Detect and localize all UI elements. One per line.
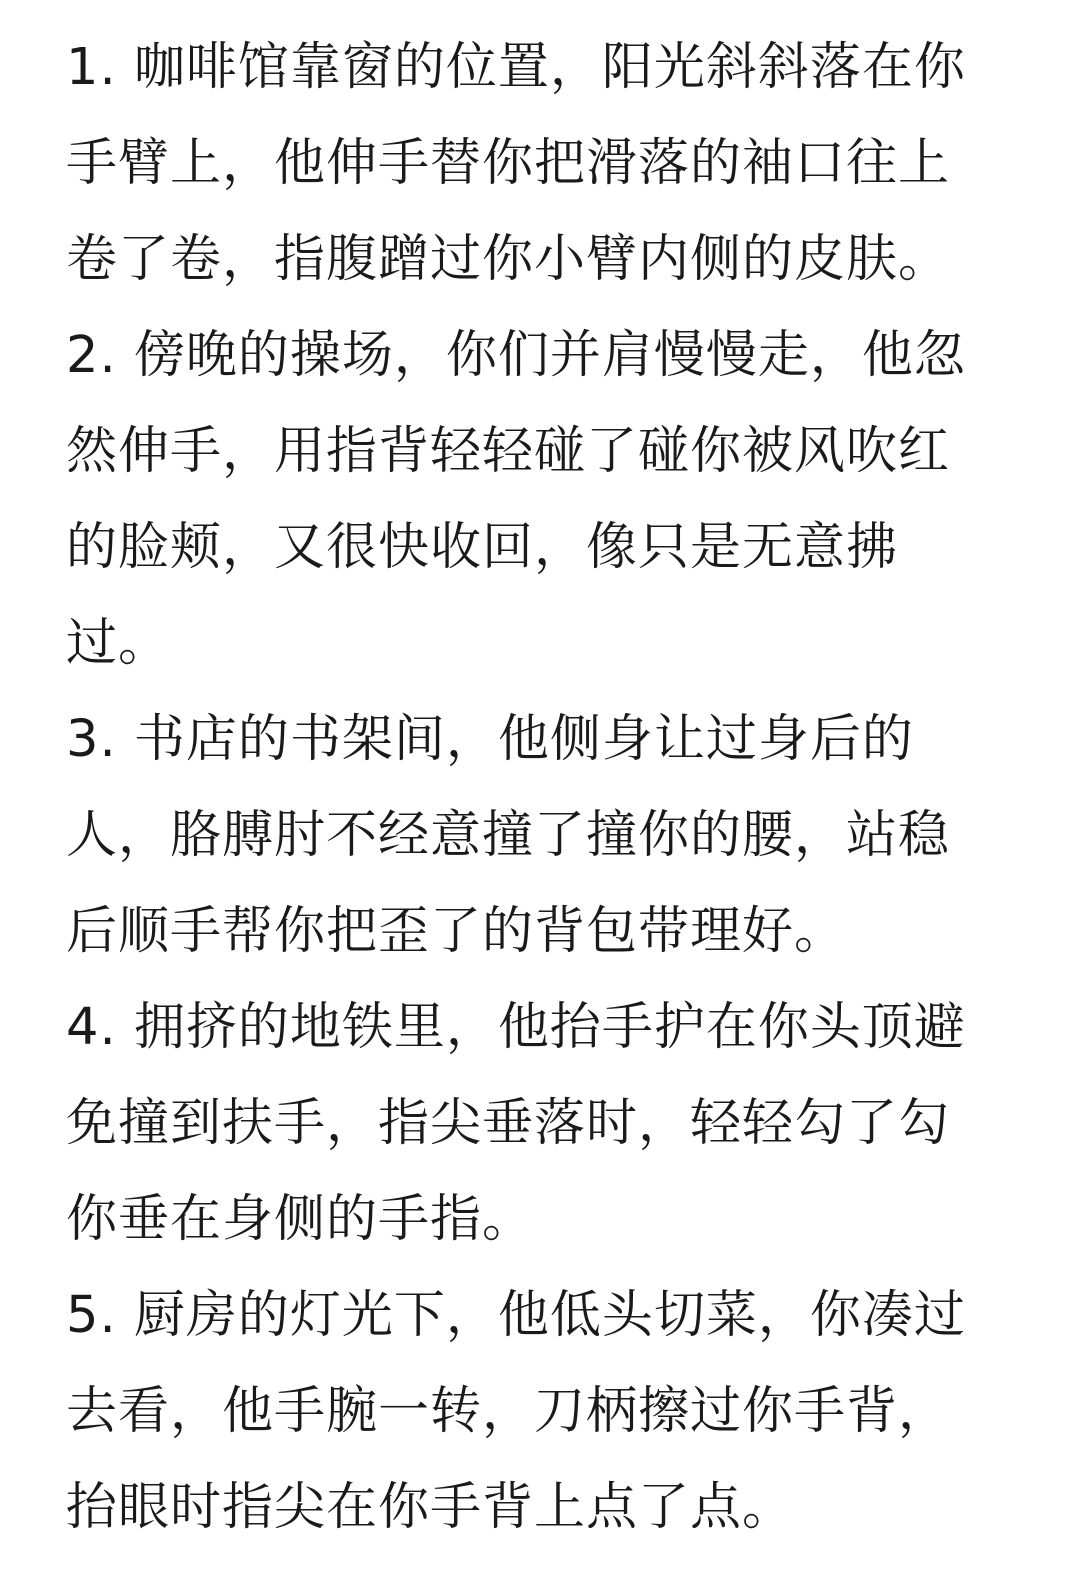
text-line: 然伸手，用指背轻轻碰了碰你被风吹红 xyxy=(66,422,951,481)
text-line: 抬眼时指尖在你手背上点了点。 xyxy=(66,1478,795,1537)
text-line: 人，胳膊肘不经意撞了撞你的腰，站稳 xyxy=(66,806,951,865)
text-line: 4. 拥挤的地铁里，他抬手护在你头顶避 xyxy=(66,998,966,1057)
text-line: 过。 xyxy=(66,614,171,673)
text-line: 卷了卷，指腹蹭过你小臂内侧的皮肤。 xyxy=(66,230,951,289)
text-line: 手臂上，他伸手替你把滑落的袖口往上 xyxy=(66,134,951,193)
text-line: 5. 厨房的灯光下，他低头切菜，你凑过 xyxy=(66,1286,966,1345)
text-line: 后顺手帮你把歪了的背包带理好。 xyxy=(66,902,847,961)
text-line: 1. 咖啡馆靠窗的位置，阳光斜斜落在你 xyxy=(66,38,966,97)
text-line: 你垂在身侧的手指。 xyxy=(66,1190,535,1249)
text-line: 2. 傍晚的操场，你们并肩慢慢走，他忽 xyxy=(66,326,966,385)
text-line: 3. 书店的书架间，他侧身让过身后的 xyxy=(66,710,914,769)
text-line: 免撞到扶手，指尖垂落时，轻轻勾了勾 xyxy=(66,1094,951,1153)
text-line: 的脸颊，又很快收回，像只是无意拂 xyxy=(66,518,899,577)
text-line: 去看，他手腕一转，刀柄擦过你手背， xyxy=(66,1382,951,1441)
